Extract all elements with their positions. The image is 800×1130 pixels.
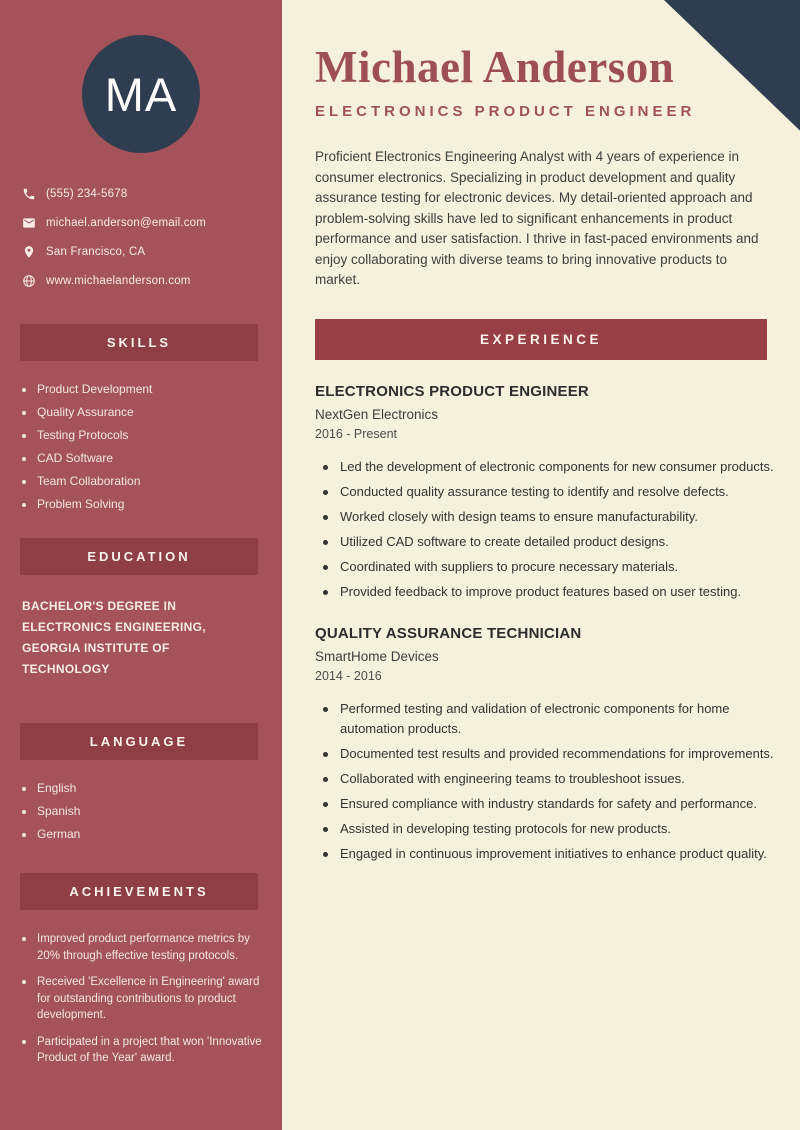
contact-list (0, 179, 282, 295)
contact-phone (22, 179, 266, 208)
job-company: SmartHome Devices (315, 648, 439, 664)
language-label: English (37, 781, 77, 795)
bullet-icon (323, 777, 328, 782)
job-dates: 2014 - 2016 (315, 668, 382, 683)
contact-phone-text: (555) 234-5678 (46, 187, 128, 200)
location-pin-icon (22, 245, 36, 259)
achievement-text: Participated in a project that won 'Innovative Product of the Year' award. (37, 1035, 262, 1064)
achievement-item (22, 931, 264, 964)
job-bullet (315, 699, 781, 739)
job-bullet-text: Conducted quality assurance testing to identify and resolve defects. (340, 483, 729, 499)
achievement-text: Improved product performance metrics by 20% through effective testing protocols. (37, 933, 250, 962)
bullet-icon (323, 752, 328, 757)
skill-label: Testing Protocols (37, 428, 129, 442)
contact-website-text: www.michaelanderson.com (46, 274, 191, 287)
job-bullet-text: Coordinated with suppliers to procure necessary materials. (340, 558, 679, 574)
achievement-text: Received 'Excellence in Engineering' award for outstanding contributions to product development. (37, 976, 260, 1021)
job-bullet-text: Ensured compliance with industry standards for safety and performance. (340, 795, 757, 811)
bullet-icon (22, 937, 26, 941)
skill-item (22, 474, 264, 489)
globe-icon (22, 274, 36, 288)
bullet-icon (323, 827, 328, 832)
bullet-icon (22, 480, 26, 484)
achievements-list (0, 931, 282, 1067)
job-company: NextGen Electronics (315, 406, 439, 422)
bullet-icon (22, 1040, 26, 1044)
contact-email-text: michael.anderson@email.com (46, 216, 207, 229)
achievement-item (22, 974, 264, 1024)
avatar-initials: MA (104, 67, 178, 121)
job-bullet (315, 844, 781, 864)
job-title: ELECTRONICS PRODUCT ENGINEER (315, 382, 589, 400)
bullet-icon (323, 540, 328, 545)
language-title: LANGUAGE (89, 734, 189, 749)
bullet-icon (22, 980, 26, 984)
achievements-title: ACHIEVEMENTS (69, 884, 209, 899)
education-title: EDUCATION (87, 549, 191, 564)
job-bullet (315, 557, 781, 577)
summary-paragraph: Proficient Electronics Engineering Analyst with 4 years of experience in consumer electronics. Specializing in product development and quality assurance testing for electronic devices. My detail-oriented approach and problem-solving skills have led to significant enhancements in product performance and user satisfaction. I thrive in fast-paced environments and enjoy collaborating with diverse teams to bring innovative products to market. (315, 149, 759, 287)
job-bullet (315, 582, 781, 602)
job-title: QUALITY ASSURANCE TECHNICIAN (315, 624, 582, 642)
skill-label: CAD Software (37, 451, 114, 465)
bullet-icon (323, 565, 328, 570)
job-bullet (315, 532, 781, 552)
achievements-section-header (20, 873, 258, 910)
bullet-icon (22, 457, 26, 461)
sidebar (0, 0, 282, 1130)
education-degree: BACHELOR'S DEGREE IN ELECTRONICS ENGINEERING, GEORGIA INSTITUTE OF TECHNOLOGY (22, 599, 206, 676)
job-bullet (315, 769, 781, 789)
language-item (22, 804, 264, 819)
language-item (22, 781, 264, 796)
language-item (22, 827, 264, 842)
role-subtitle: ELECTRONICS PRODUCT ENGINEER (315, 103, 696, 120)
bullet-icon (323, 590, 328, 595)
bullet-icon (22, 787, 26, 791)
job-bullet-text: Performed testing and validation of electronic components for home automation products. (340, 700, 730, 736)
language-label: German (37, 827, 81, 841)
bullet-icon (22, 434, 26, 438)
skill-item (22, 405, 264, 420)
job-entry-1 (315, 383, 781, 602)
skill-label: Problem Solving (37, 497, 125, 511)
contact-location-text: San Francisco, CA (46, 245, 146, 258)
email-icon (22, 216, 36, 230)
job-bullet (315, 819, 781, 839)
job-bullet-list (315, 457, 781, 602)
experience-section-header (315, 319, 767, 360)
skill-label: Team Collaboration (37, 474, 141, 488)
job-bullet (315, 457, 781, 477)
language-list (0, 781, 282, 842)
bullet-icon (323, 515, 328, 520)
job-bullet-list (315, 699, 781, 864)
skill-item (22, 451, 264, 466)
bullet-icon (323, 852, 328, 857)
skills-section-header (20, 324, 258, 361)
job-bullet-text: Documented test results and provided recommendations for improvements. (340, 745, 774, 761)
job-dates: 2016 - Present (315, 426, 397, 441)
name-heading: Michael Anderson (315, 42, 675, 92)
skill-label: Quality Assurance (37, 405, 134, 419)
bullet-icon (22, 810, 26, 814)
bullet-icon (22, 388, 26, 392)
job-bullet (315, 744, 781, 764)
contact-website (22, 266, 266, 295)
language-label: Spanish (37, 804, 81, 818)
main-content (282, 0, 800, 1130)
job-bullet-text: Worked closely with design teams to ensure manufacturability. (340, 508, 698, 524)
bullet-icon (323, 707, 328, 712)
skill-label: Product Development (37, 382, 153, 396)
job-bullet-text: Provided feedback to improve product features based on user testing. (340, 583, 742, 599)
job-entry-2 (315, 625, 781, 864)
skill-item (22, 428, 264, 443)
language-section-header (20, 723, 258, 760)
bullet-icon (323, 465, 328, 470)
skill-item (22, 497, 264, 512)
job-bullet (315, 482, 781, 502)
job-bullet-text: Engaged in continuous improvement initiatives to enhance product quality. (340, 845, 767, 861)
job-bullet (315, 794, 781, 814)
job-bullet-text: Collaborated with engineering teams to troubleshoot issues. (340, 770, 685, 786)
skills-title: SKILLS (106, 335, 172, 350)
bullet-icon (323, 802, 328, 807)
bullet-icon (323, 490, 328, 495)
education-section-header (20, 538, 258, 575)
job-bullet-text: Utilized CAD software to create detailed product designs. (340, 533, 669, 549)
experience-title: EXPERIENCE (479, 331, 603, 347)
bullet-icon (22, 503, 26, 507)
job-bullet (315, 507, 781, 527)
skills-list (0, 382, 282, 512)
contact-location (22, 237, 266, 266)
achievement-item (22, 1034, 264, 1067)
phone-icon (22, 187, 36, 201)
contact-email (22, 208, 266, 237)
bullet-icon (22, 833, 26, 837)
job-bullet-text: Assisted in developing testing protocols for new products. (340, 820, 671, 836)
avatar (82, 35, 200, 153)
job-bullet-text: Led the development of electronic components for new consumer products. (340, 458, 774, 474)
skill-item (22, 382, 264, 397)
bullet-icon (22, 411, 26, 415)
